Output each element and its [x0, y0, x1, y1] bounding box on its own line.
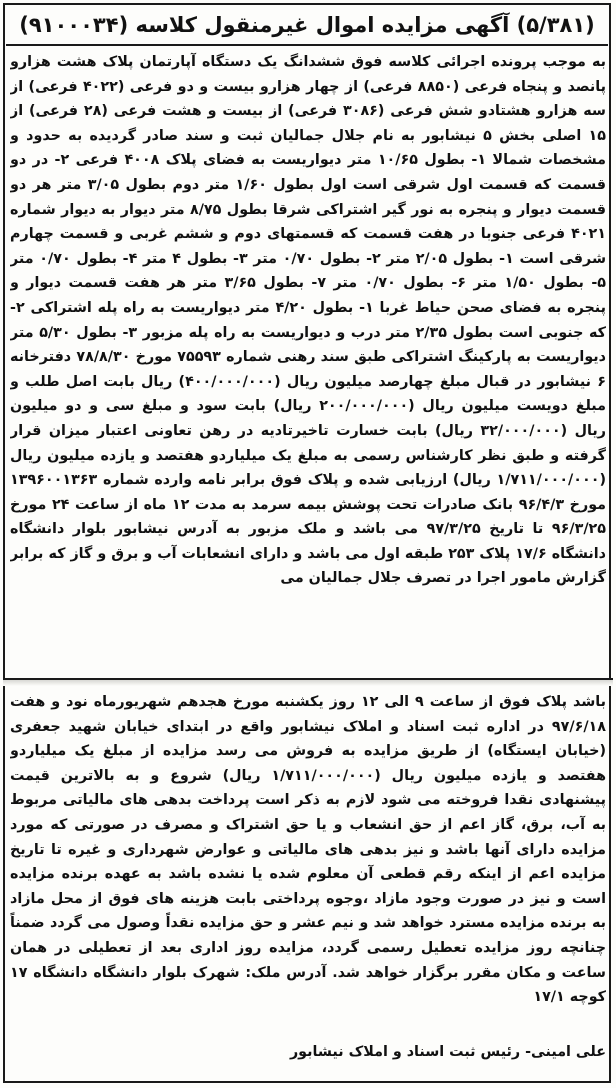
- notice-header: [6, 6, 608, 46]
- notice-title: (۵/۳۸۱) آگهی مزایده اموال غیرمنقول کلاسه (۹۱۰۰۰۳۴): [19, 13, 595, 37]
- notice-paragraph-1: به موجب پرونده اجرائی کلاسه فوق ششدانگ یک دستگاه آپارتمان پلاک هشت هزارو پانصد و پنجاه فرعی (۸۸۵۰ فرعی) از چهار هزارو بیست و دو فرعی (۴۰۲۲ فرعی) از سه هزارو هشتادو شش فرعی (۳۰۸۶ فرعی) از بیست و هشت فرعی (۲۸ فرعی) از ۱۵ اصلی بخش ۵ نیشابور به نام جلال جمالیان ثبت و سند صادر گردیده به حدود و مشخصات شمالا ۱- بطول ۱۰/۶۵ متر دیواریست به فضای پلاک ۴۰۰۸ فرعی ۲- در دو قسمت که قسمت اول شرقی است اول بطول ۱/۶۰ متر دوم بطول ۳/۰۵ متر هر دو قسمت دیوار و پنجره به نور گیر اشتراکی شرقا بطول ۸/۷۵ متر دیوار به دیوار شماره ۴۰۲۱ فرعی جنوبا در هفت قسمت که قسمتهای دوم و ششم غربی و قسمت چهارم شرقی است ۱- بطول ۲/۰۵ متر ۲- بطول ۰/۷۰ متر ۳- بطول ۴ متر ۴- بطول ۰/۷۰ متر ۵- بطول ۱/۵۰ متر ۶- بطول ۰/۷۰ متر ۷- بطول ۳/۶۵ متر هر هفت قسمت دیوار و پنجره به فضای صحن حیاط غربا ۱- بطول ۴/۲۰ متر دیواریست به راه پله اشتراکی ۲- که جنوبی است بطول ۲/۳۵ متر درب و دیواریست به راه پله مزبور ۳- بطول ۵/۳۰ متر دیواریست به پارکینگ اشتراکی طبق سند رهنی شماره ۷۵۵۹۳ مورخ ۷۸/۸/۳۰ دفترخانه ۶ نیشابور در قبال مبلغ چهارصد میلیون ریال (۴۰۰/۰۰۰/۰۰۰) ریال بابت اصل طلب و مبلغ دویست میلیون ریال (۲۰۰/۰۰۰/۰۰۰ ریال) بابت سود و مبلغ سی و دو میلیون ریال (۳۲/۰۰۰/۰۰۰ ریال) بابت خسارت تاخیرتادیه در رهن تعاونی اعتبار میزان قرار گرفته و طبق نظر کارشناس رسمی به مبلغ یک میلیاردو هفتصد و یازده میلیون ریال (۱/۷۱۱/۰۰۰/۰۰۰ ریال) ارزیابی شده و پلاک فوق برابر نامه وارده شماره ۱۳۹۶۰۰۱۳۶۳ مورخ ۹۶/۴/۳ بانک صادرات تحت پوشش بیمه سرمد به مدت ۱۲ ماه از ساعت ۲۴ مورخ ۹۶/۳/۲۵ تا تاریخ ۹۷/۳/۲۵ می باشد و ملک مزبور به آدرس نیشابور بلوار دانشگاه دانشگاه ۱۷/۶ پلاک ۲۵۳ طبقه اول می باشد و دارای انشعابات آب و برق و گاز که برابر گزارش مامور اجرا در تصرف جلال جمالیان می: [10, 54, 606, 587]
- clipping-seam: [3, 680, 613, 686]
- notice-paragraph-2: باشد پلاک فوق از ساعت ۹ الی ۱۲ روز یکشنبه مورخ هجدهم شهریورماه نود و هفت ۹۷/۶/۱۸ در اداره ثبت اسناد و املاک نیشابور واقع در ابتدای خیابان شهید جعفری (خیابان ایستگاه) از طریق مزایده به فروش می رسد مزایده از مبلغ یک میلیاردو هفتصد و یازده میلیون ریال (۱/۷۱۱/۰۰۰/۰۰۰ ریال) شروع و به بالاترین قیمت پیشنهادی نقدا فروخته می شود لازم به ذکر است پرداخت بدهی های مالیاتی مربوط به آب، برق، گاز اعم از حق انشعاب و یا حق اشتراک و مصرف در صورتی که مورد مزایده دارای آنها باشد و نیز بدهی های مالیاتی و عوارض شهرداری و غیره تا تاریخ مزایده اعم از اینکه رقم قطعی آن معلوم شده یا نشده باشد به عهده برنده مزایده است و نیز در صورت وجود مازاد ،وجوه پرداختی بابت هزینه های فوق از محل مازاد به برنده مزایده مسترد خواهد شد و نیم عشر و حق مزایده نقداً وصول می گردد ضمناً چنانچه روز مزایده تعطیل رسمی گردد، مزایده روز اداری بعد از تعطیلی در همان ساعت و مکان مقرر برگزار خواهد شد. آدرس ملک: شهرک بلوار دانشگاه دانشگاه ۱۷ کوچه ۱۷/۱: [10, 694, 606, 1006]
- notice-signature: علی امینی- رئیس ثبت اسناد و املاک نیشابور: [289, 1044, 606, 1060]
